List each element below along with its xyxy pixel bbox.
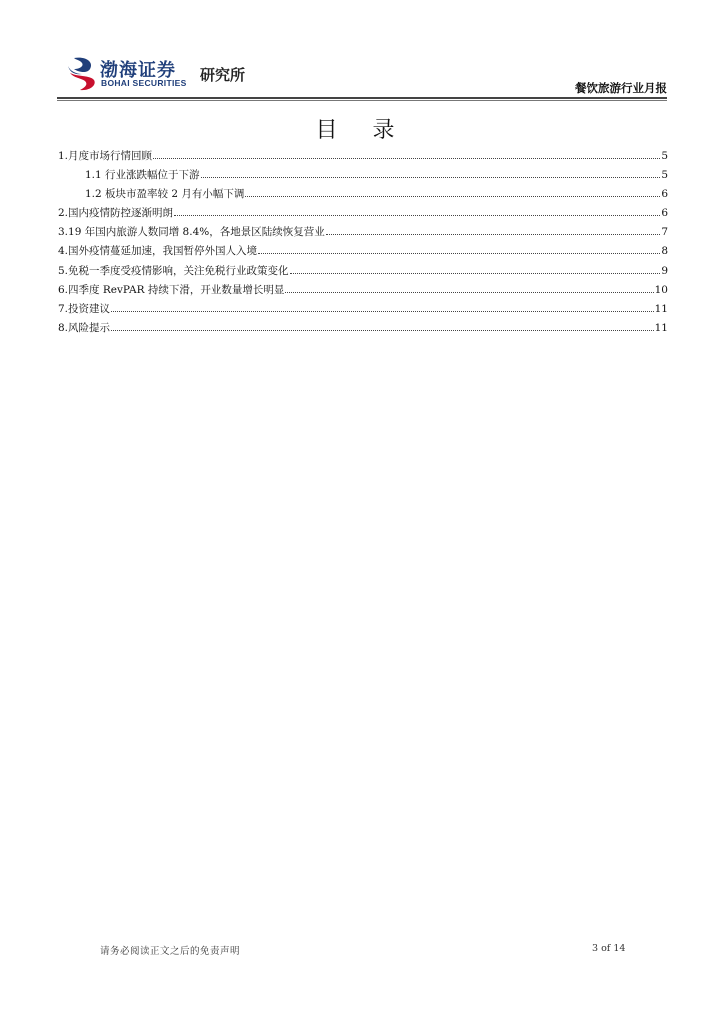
toc-entry[interactable] [58, 185, 668, 204]
toc-entry-label: 1.2 板块市盈率较 2 月有小幅下调 [85, 188, 245, 201]
toc-dot-leader [326, 233, 661, 235]
report-type: 餐饮旅游行业月报 [575, 81, 667, 95]
toc-entry-label: 2.国内疫情防控逐渐明朗 [58, 207, 174, 220]
toc-entry-page: 6 [661, 207, 668, 220]
toc-dot-leader [245, 195, 660, 197]
toc-entry[interactable] [58, 281, 668, 300]
toc-dot-leader [174, 214, 660, 216]
toc-entry-page: 5 [661, 169, 668, 182]
toc-entry-page: 10 [654, 283, 668, 296]
toc-entry-page: 8 [661, 245, 668, 258]
toc-entry-page: 11 [654, 321, 668, 334]
toc-entry[interactable] [58, 300, 668, 319]
logo-chinese-name: 渤海证券 [100, 60, 176, 81]
toc-dot-leader [285, 291, 653, 293]
toc-entry-page: 5 [661, 150, 668, 162]
toc-dot-leader [201, 176, 661, 178]
toc-entry[interactable] [58, 166, 668, 185]
toc-entry-label: 1.月度市场行情回顾 [58, 150, 153, 162]
toc-entry[interactable] [58, 147, 668, 166]
toc-entry-label: 7.投资建议 [58, 302, 111, 315]
toc-entry-label: 3.19 年国内旅游人数同增 8.4%，各地景区陆续恢复营业 [58, 226, 325, 239]
toc-entry[interactable] [58, 204, 668, 223]
toc-dot-leader [290, 272, 661, 274]
toc-entry-page: 9 [661, 264, 668, 277]
toc-entry-label: 8.风险提示 [58, 321, 111, 334]
toc-entry[interactable] [58, 319, 668, 338]
table-of-contents [58, 147, 668, 338]
toc-dot-leader [258, 252, 660, 254]
toc-entry-label: 5.免税一季度受疫情影响，关注免税行业政策变化 [58, 264, 289, 277]
header-divider [57, 97, 667, 99]
footer-disclaimer: 请务必阅读正文之后的免责声明 [100, 946, 241, 957]
header-divider-thin [57, 100, 667, 101]
toc-dot-leader [111, 310, 654, 312]
toc-title: 目 录 [315, 118, 409, 143]
toc-entry[interactable] [58, 262, 668, 281]
logo-english-name: BOHAI SECURITIES [101, 78, 187, 88]
toc-entry-label: 4.国外疫情蔓延加速，我国暂停外国人入境 [58, 245, 258, 258]
toc-dot-leader [111, 329, 654, 331]
bohai-securities-logo [66, 56, 256, 96]
page-header [0, 0, 724, 100]
toc-entry-page: 6 [661, 188, 668, 201]
footer-page-number: 3 of 14 [592, 943, 626, 954]
toc-dot-leader [153, 157, 660, 159]
toc-entry-label: 6.四季度 RevPAR 持续下滑，开业数量增长明显 [58, 283, 285, 296]
toc-entry-page: 11 [654, 302, 668, 315]
toc-entry-label: 1.1 行业涨跌幅位于下游 [85, 169, 200, 182]
toc-entry[interactable] [58, 242, 668, 261]
toc-entry[interactable] [58, 223, 668, 242]
toc-entry-page: 7 [661, 226, 668, 239]
bohai-logo-icon [66, 56, 98, 92]
institute-name: 研究所 [200, 66, 246, 84]
